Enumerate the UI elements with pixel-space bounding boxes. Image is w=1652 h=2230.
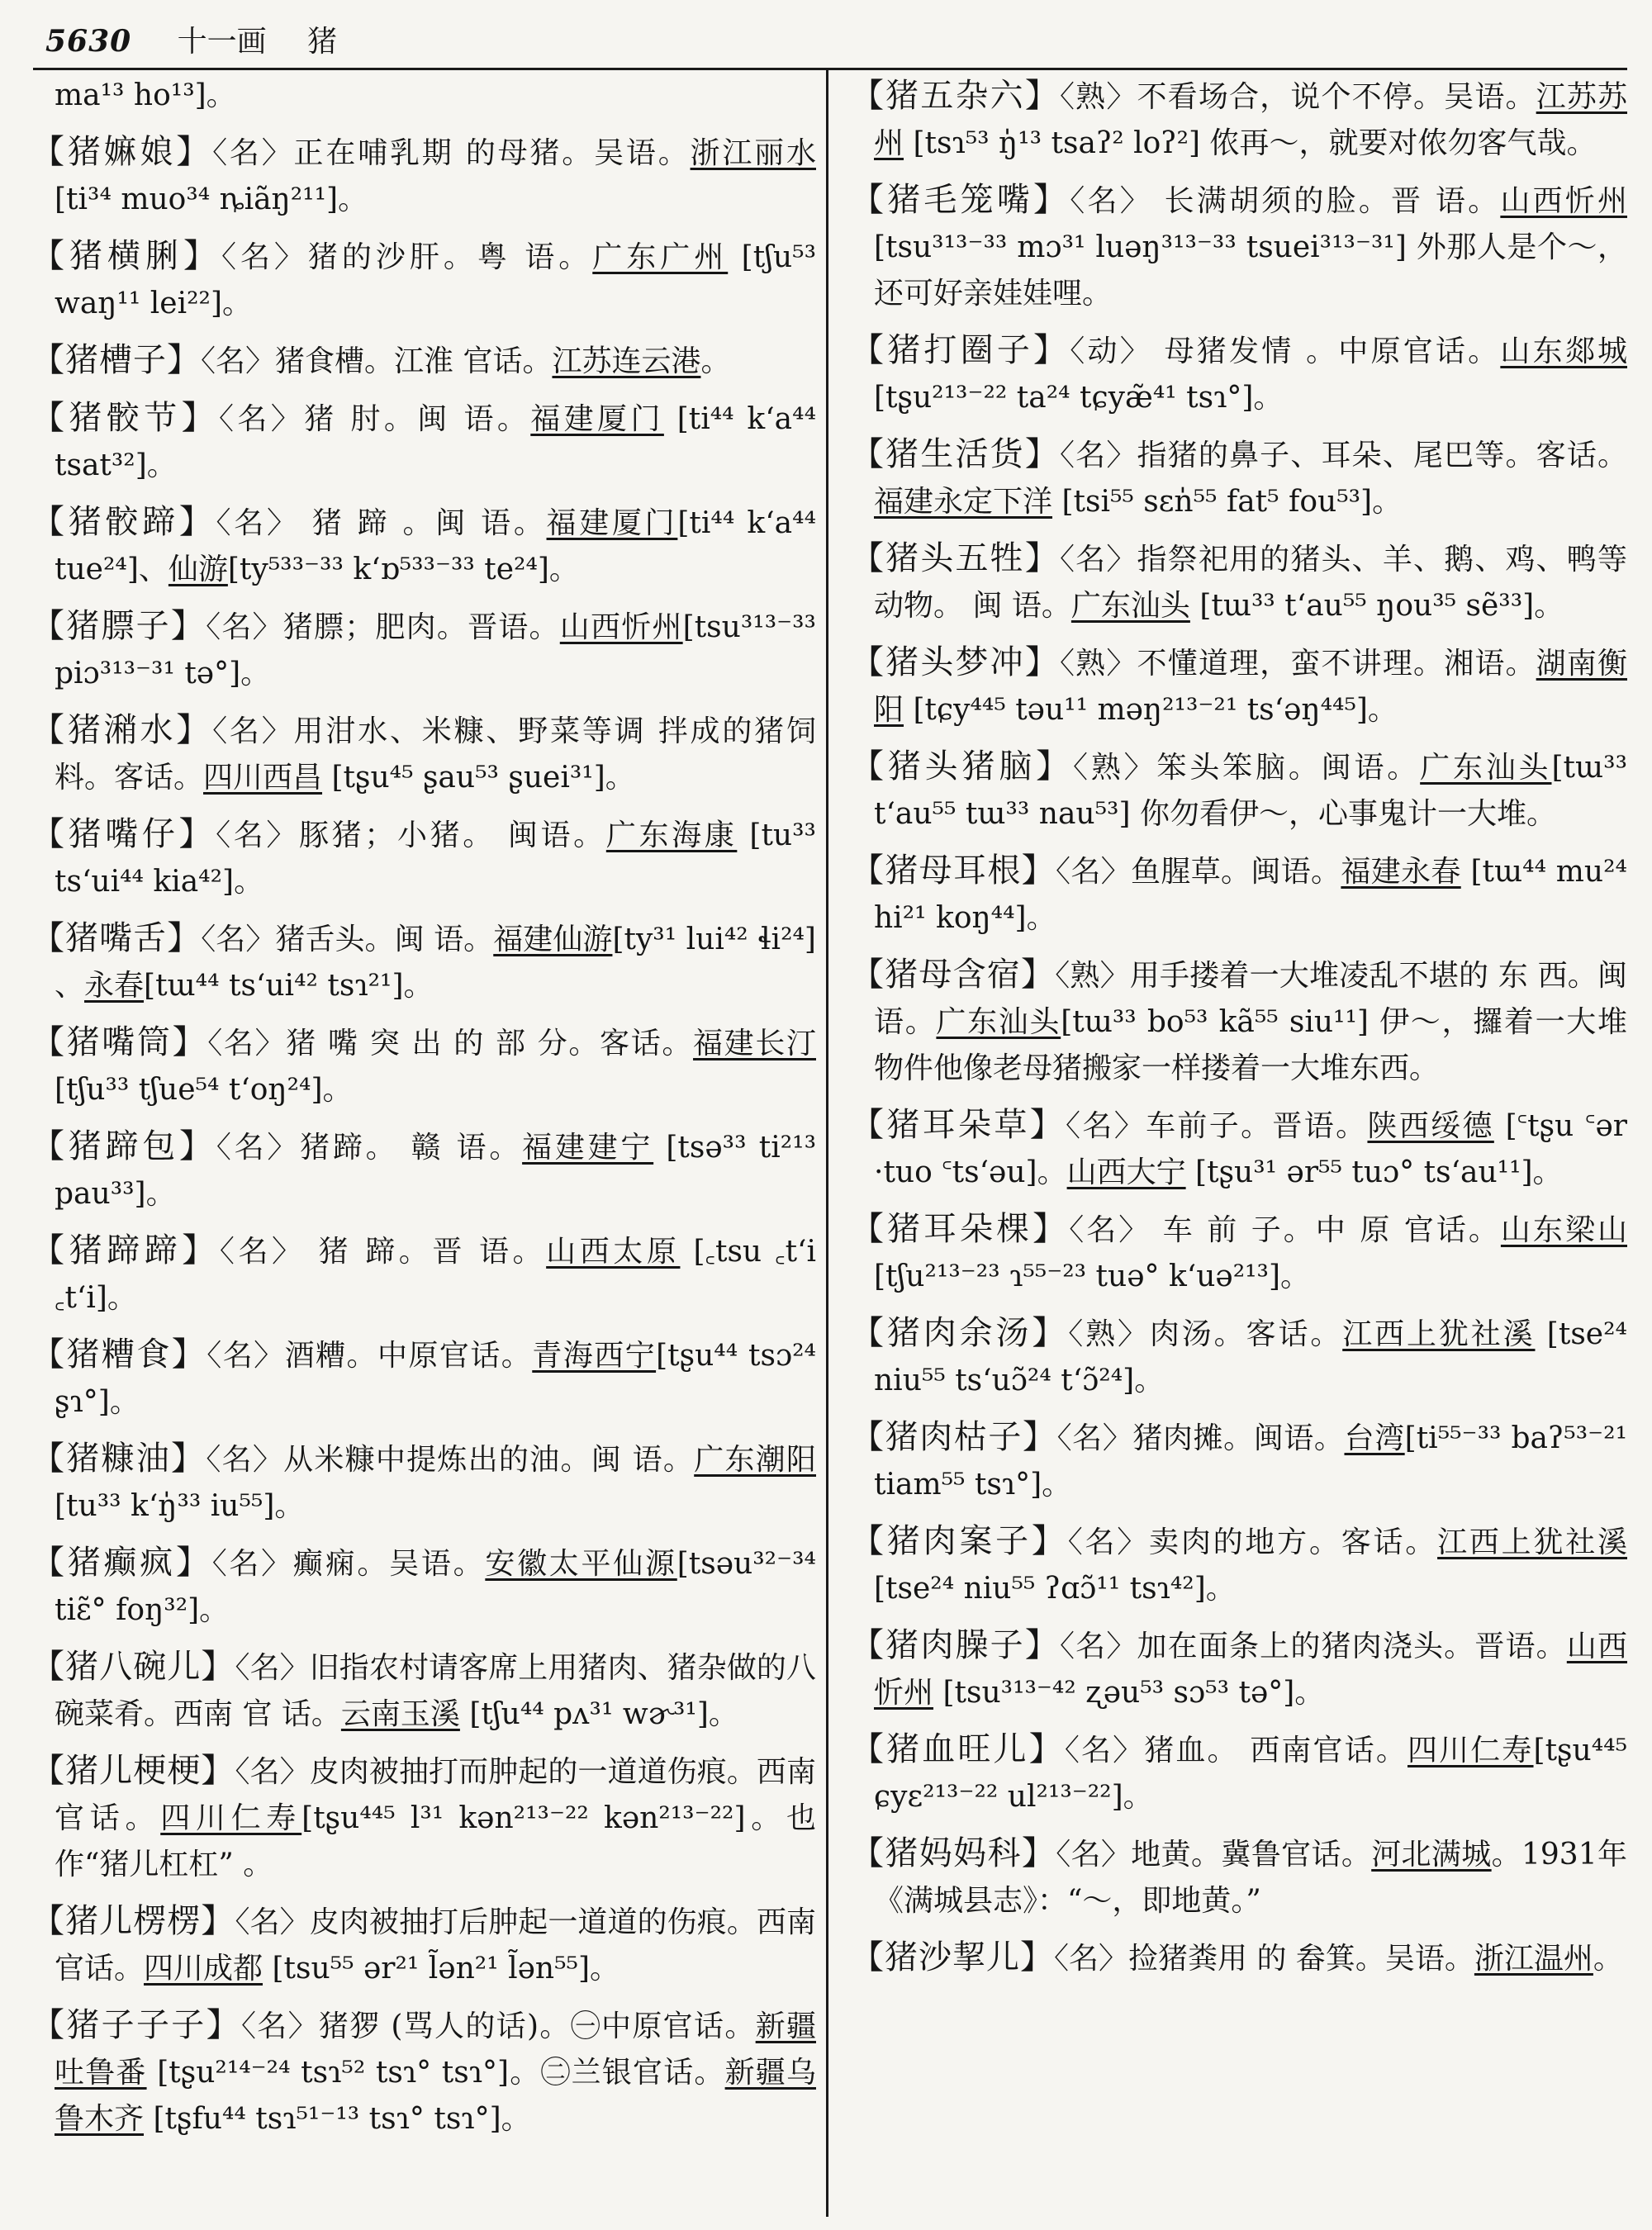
entry-definition: 〈熟〉用手搂着一大堆凌乱不堪的 东 西。闽语。 xyxy=(874,959,1628,1039)
entry-headword: 【猪肉臊子】 xyxy=(851,1626,1060,1664)
entry-pronunciation: 。 xyxy=(1593,1942,1623,1976)
entry-definition: 〈熟〉肉汤。客话。 xyxy=(1068,1317,1343,1351)
entry-pronunciation: [꜂tʂu ꜂ər ·tuo ꜂ts‘əu]。 xyxy=(874,1109,1627,1189)
dictionary-entry xyxy=(31,1227,816,1321)
entry-definition: 〈名〉加在面条上的猪肉浇头。晋语。 xyxy=(1060,1630,1567,1663)
entry-headword: 【猪嫲娘】 xyxy=(31,133,213,171)
entry-headword: 【猪耳朵草】 xyxy=(851,1106,1066,1144)
entry-location: 永春 xyxy=(84,969,145,1003)
entry-headword: 【猪嘴舌】 xyxy=(31,919,202,957)
entry-location: 新疆乌鲁木齐 xyxy=(55,2056,816,2136)
entry-headword: 【猪头猪脑】 xyxy=(851,747,1073,785)
entry-headword: 【猪槽子】 xyxy=(31,341,201,379)
dictionary-entry xyxy=(31,1019,816,1113)
dictionary-entry xyxy=(851,1934,1627,1982)
entry-location: 广东汕头 xyxy=(1070,589,1190,623)
entry-location: 安徽太平仙源 xyxy=(485,1547,677,1581)
entry-location: 江苏连云港 xyxy=(552,344,701,378)
dictionary-entry xyxy=(851,1726,1627,1820)
entry-pronunciation: [꜀tsu ꜀t‘i ꜀t‘i]。 xyxy=(55,1235,816,1315)
entry-definition: 〈名〉卖肉的地方。客话。 xyxy=(1067,1525,1438,1559)
left-column xyxy=(31,73,816,2152)
entry-definition: 〈名〉 车 前 子。中 原 官话。 xyxy=(1069,1213,1501,1247)
entry-location: 福建仙游 xyxy=(493,923,613,956)
entry-location: 台湾 xyxy=(1344,1421,1405,1455)
entry-pronunciation: [ti⁵⁵⁻³³ baʔ⁵³⁻²¹ tiam⁵⁵ tsɿ°]。 xyxy=(874,1421,1627,1502)
entry-location: 湖南衡阳 xyxy=(874,647,1627,727)
entry-pronunciation: [tu³³ ts‘ui⁴⁴ kia⁴²]。 xyxy=(55,818,816,899)
entry-headword: 【猪糟食】 xyxy=(31,1336,207,1374)
entry-definition: 〈名〉猪食槽。江淮 官话。 xyxy=(201,344,553,378)
dictionary-entry xyxy=(31,395,816,489)
entry-location: 江西上犹社溪 xyxy=(1342,1317,1536,1351)
entry-pronunciation: [ty³¹ lui⁴² ɬi²⁴] 、 xyxy=(55,923,816,1003)
dictionary-entry xyxy=(851,177,1627,317)
entry-headword: 【猪糠油】 xyxy=(31,1440,206,1478)
entry-pronunciation: [tɯ⁴⁴ mu²⁴ hi²¹ koŋ⁴⁴]。 xyxy=(874,855,1627,935)
entry-pronunciation: [ty⁵³³⁻³³ k‘ɒ⁵³³⁻³³ te²⁴]。 xyxy=(227,553,579,586)
dictionary-entry xyxy=(31,707,816,801)
entry-pronunciation: [tsɿ⁵³ ŋ̍¹³ tsaʔ² loʔ²] 侬再～，就要对侬勿客气哉。 xyxy=(904,126,1597,160)
entry-definition: 〈名〉 猪 蹄。晋 语。 xyxy=(219,1235,547,1269)
column-divider xyxy=(826,69,828,2217)
entry-definition: 〈名〉癫痫。吴语。 xyxy=(211,1547,486,1581)
entry-pronunciation: [tʂu⁴⁴⁵ ɕyɛ²¹³⁻²² ul²¹³⁻²²]。 xyxy=(874,1734,1627,1814)
entry-pronunciation: [tɯ³³ t‘au⁵⁵ tɯ³³ nau⁵³] 你勿看伊～，心事鬼计一大堆。 xyxy=(874,751,1627,831)
entry-definition: 〈名〉猪 嘴 突 出 的 部 分。客话。 xyxy=(207,1027,694,1060)
entry-pronunciation: [tʂfu⁴⁴ tsɿ⁵¹⁻¹³ tsɿ° tsɿ°]。 xyxy=(144,2102,531,2136)
dictionary-entry xyxy=(31,915,816,1009)
entry-location: 河北满城 xyxy=(1371,1838,1492,1872)
entry-definition: 〈名〉从米糠中提炼出的油。闽 语。 xyxy=(206,1443,695,1477)
entry-pronunciation: [tʂu⁴⁴⁵ l³¹ kən²¹³⁻²² kən²¹³⁻²²]。也作“猪儿杠杠” 。 xyxy=(55,1801,816,1881)
entry-location: 山东郯城 xyxy=(1500,334,1627,368)
entry-location: 新疆吐鲁番 xyxy=(55,2009,816,2090)
entry-location: 福建厦门 xyxy=(530,402,664,436)
entry-pronunciation: [tsəu³²⁻³⁴ tiɛ̃° foŋ³²]。 xyxy=(55,1547,816,1627)
dictionary-entry xyxy=(851,639,1627,733)
entry-headword: 【猪五杂六】 xyxy=(851,77,1060,115)
entry-definition: 〈名〉酒糟。中原官话。 xyxy=(206,1339,533,1373)
entry-location: 浙江温州 xyxy=(1474,1942,1593,1976)
page-header xyxy=(45,18,1631,64)
entry-definition: 〈名〉 长满胡须的脸。晋 语。 xyxy=(1070,184,1501,218)
entry-pronunciation: [tʂu⁴⁴ tsɔ²⁴ ʂɿ°]。 xyxy=(55,1339,816,1419)
entry-headword: 【猪嘴筒】 xyxy=(31,1023,208,1061)
entry-definition: 〈名〉用泔水、米糠、野菜等调 拌成的猪饲料。客话。 xyxy=(55,714,816,795)
page-number: 5630 xyxy=(45,24,132,59)
entry-pronunciation: [tʂu⁴⁵ ʂau⁵³ ʂuei³¹]。 xyxy=(322,761,635,795)
entry-pronunciation: [tɯ⁴⁴ ts‘ui⁴² tsɿ²¹]。 xyxy=(144,969,434,1003)
entry-pronunciation: [tsu⁵⁵ ər²¹ l̃ən²¹ l̃ən⁵⁵]。 xyxy=(263,1952,620,1986)
entry-definition: 〈名〉豚猪；小猪。 闽语。 xyxy=(216,818,606,852)
entry-location: 陕西绥德 xyxy=(1367,1109,1494,1143)
entry-location: 四川仁寿 xyxy=(1407,1734,1534,1767)
entry-location: 江西上犹社溪 xyxy=(1437,1525,1627,1559)
entry-headword: 【猪膘子】 xyxy=(31,607,206,645)
entry-location: 山西大宁 xyxy=(1066,1155,1186,1189)
dictionary-entry xyxy=(31,129,816,223)
dictionary-entry xyxy=(851,535,1627,629)
header-rule xyxy=(33,68,1627,70)
entry-definition: 〈名〉 猪 蹄 。闽 语。 xyxy=(216,506,547,540)
dictionary-entry xyxy=(851,1518,1627,1612)
entry-headword: 【猪癫疯】 xyxy=(31,1544,212,1582)
dictionary-entry xyxy=(851,1310,1627,1404)
dictionary-entry xyxy=(31,1435,816,1530)
entry-pronunciation: [tsi⁵⁵ sɛn̍⁵⁵ fat⁵ fou⁵³]。 xyxy=(1052,485,1403,519)
entry-pronunciation: [tɯ³³ t‘au⁵⁵ ŋou³⁵ sẽ³³]。 xyxy=(1189,589,1564,623)
entry-location: 广东广州 xyxy=(592,240,729,274)
entry-definition: 〈名〉捡猪粪用 的 畚箕。吴语。 xyxy=(1054,1942,1474,1976)
entry-headword: 【猪生活货】 xyxy=(851,435,1060,473)
dictionary-entry xyxy=(851,1206,1627,1300)
entry-location: 广东汕头 xyxy=(936,1005,1061,1039)
entry-pronunciation: [tʃu⁵³ waŋ¹¹ lei²²]。 xyxy=(55,240,817,320)
entry-continuation: ma¹³ ho¹³]。 xyxy=(55,78,236,112)
entry-headword: 【猪子子子】 xyxy=(31,2006,241,2044)
entry-definition: 〈名〉指祭祀用的猪头、羊、鹅、鸡、鸭等动物。 闽 语。 xyxy=(874,543,1627,623)
entry-pronunciation: [tʃu³³ tʃue⁵⁴ t‘oŋ²⁴]。 xyxy=(55,1073,353,1107)
entry-location: 广东汕头 xyxy=(1420,751,1552,785)
entry-headword: 【猪嘴仔】 xyxy=(31,815,216,853)
entry-headword: 【猪八碗儿】 xyxy=(31,1648,235,1686)
entry-headword: 【猪肉案子】 xyxy=(851,1522,1068,1560)
entry-pronunciation: [tʃu²¹³⁻²³ ɿ⁵⁵⁻²³ tuə° k‘uə²¹³]。 xyxy=(874,1260,1311,1293)
dictionary-entry xyxy=(31,73,816,119)
entry-location: 云南玉溪 xyxy=(340,1697,460,1731)
entry-definition: 〈名〉猪猡 (骂人的话)。㊀中原官话。 xyxy=(240,2009,756,2043)
entry-definition: 〈名〉旧指农村请客席上用猪肉、猪杂做的八碗菜肴。西南 官 话。 xyxy=(55,1651,816,1731)
entry-definition: 〈名〉猪血。 西南官话。 xyxy=(1064,1734,1408,1767)
entry-definition: 〈名〉猪膘；肥肉。晋语。 xyxy=(206,610,560,644)
entry-headword: 【猪血旺儿】 xyxy=(851,1730,1065,1768)
entry-location: 福建永定下洋 xyxy=(874,485,1053,519)
entry-location: 青海西宁 xyxy=(532,1339,657,1373)
entry-headword: 【猪儿楞楞】 xyxy=(31,1902,235,1940)
dictionary-entry xyxy=(851,847,1627,942)
entry-pronunciation: 。 xyxy=(700,344,731,378)
entry-definition: 〈名〉猪蹄。 赣 语。 xyxy=(216,1131,523,1165)
dictionary-entry xyxy=(851,743,1627,837)
dictionary-entry xyxy=(31,1331,816,1426)
entry-headword: 【猪儿梗梗】 xyxy=(31,1752,235,1790)
entry-definition: 〈动〉 母猪发情 。中原官话。 xyxy=(1070,334,1501,368)
entry-headword: 【猪毛笼嘴】 xyxy=(851,181,1070,219)
entry-definition: 〈名〉皮肉被抽打而肿起的一道道伤痕。西南官话。 xyxy=(55,1755,816,1835)
dictionary-entry xyxy=(31,1748,816,1888)
entry-location: 山西太原 xyxy=(546,1235,681,1269)
entry-pronunciation: [tse²⁴ niu⁵⁵ ts‘uɔ̃²⁴ t‘ɔ̃²⁴]。 xyxy=(874,1317,1627,1397)
entry-headword: 【猪肉枯子】 xyxy=(851,1418,1057,1456)
dictionary-entry xyxy=(31,1898,816,1992)
dictionary-entry xyxy=(851,951,1627,1092)
entry-definition: 〈名〉鱼腥草。闽语。 xyxy=(1056,855,1341,889)
entry-definition: 〈名〉车前子。晋语。 xyxy=(1066,1109,1368,1143)
entry-headword: 【猪妈妈科】 xyxy=(851,1834,1056,1872)
right-column xyxy=(851,73,1627,1992)
entry-location: 福建建宁 xyxy=(522,1131,654,1165)
dictionary-entry xyxy=(851,1102,1627,1196)
entry-location: 四川西昌 xyxy=(203,761,323,795)
entry-pronunciation: [tʃu⁴⁴ pʌ³¹ wɚ³¹]。 xyxy=(459,1697,738,1731)
dictionary-entry xyxy=(31,811,816,905)
entry-pronunciation: [tu³³ k‘ŋ̍³³ iu⁵⁵]。 xyxy=(55,1489,305,1523)
entry-pronunciation: [tsu³¹³⁻³³ mɔ³¹ luəŋ³¹³⁻³³ tsuei³¹³⁻³¹] 外那人是个～，还可好亲娃娃哩。 xyxy=(874,230,1627,311)
entry-headword: 【猪打圈子】 xyxy=(851,331,1070,369)
entry-pronunciation: [tsu³¹³⁻⁴² ʐəu⁵³ sɔ⁵³ tə°]。 xyxy=(933,1676,1325,1710)
entry-pronunciation: [tse²⁴ niu⁵⁵ ʔɑɔ̃¹¹ tsɿ⁴²]。 xyxy=(874,1572,1236,1606)
entry-location: 仙游 xyxy=(168,553,228,586)
entry-pronunciation: [tʂu²¹⁴⁻²⁴ tsɿ⁵² tsɿ° tsɿ°]。㊁兰银官话。 xyxy=(146,2056,725,2090)
dictionary-entry xyxy=(851,1830,1627,1924)
entry-headword: 【猪头梦冲】 xyxy=(851,643,1060,681)
dictionary-entry xyxy=(851,1414,1627,1508)
entry-pronunciation: [tʂu²¹³⁻²² ta²⁴ tɕyæ̃⁴¹ tsɿ°]。 xyxy=(874,381,1284,415)
dictionary-entry xyxy=(851,1622,1627,1716)
entry-pronunciation: [tɕy⁴⁴⁵ təu¹¹ məŋ²¹³⁻²¹ ts‘əŋ⁴⁴⁵]。 xyxy=(904,693,1398,727)
entry-location: 山西忻州 xyxy=(1500,184,1627,218)
entry-pronunciation: [tsu³¹³⁻³³ piɔ³¹³⁻³¹ tə°]。 xyxy=(55,610,816,690)
entry-definition: 〈熟〉不看场合，说个不停。吴语。 xyxy=(1060,80,1536,114)
entry-pronunciation: [ti³⁴ muo³⁴ ȵiãŋ²¹¹]。 xyxy=(55,183,368,216)
entry-location: 四川成都 xyxy=(144,1952,263,1986)
entry-pronunciation: [ti⁴⁴ k‘a⁴⁴ tue²⁴]、 xyxy=(55,506,816,586)
entry-headword: 【猪蹄蹄】 xyxy=(31,1231,220,1269)
entry-location: 山西忻州 xyxy=(874,1630,1627,1710)
dictionary-entry xyxy=(31,1644,816,1738)
dictionary-entry xyxy=(31,233,816,327)
entry-definition: 〈名〉猪肉摊。闽语。 xyxy=(1056,1421,1345,1455)
dictionary-entry xyxy=(851,327,1627,421)
entry-headword: 【猪母耳根】 xyxy=(851,852,1056,890)
entry-pronunciation: [tʂu³¹ ər⁵⁵ tuɔ° ts‘au¹¹]。 xyxy=(1185,1155,1563,1189)
entry-definition: 〈名〉正在哺乳期 的母猪。吴语。 xyxy=(212,136,691,170)
entry-headword: 【猪骹节】 xyxy=(31,399,219,437)
entry-pronunciation: [ti⁴⁴ k‘a⁴⁴ tsat³²]。 xyxy=(55,402,817,482)
entry-headword: 【猪沙挈儿】 xyxy=(851,1938,1054,1976)
entry-definition: 〈名〉皮肉被抽打后肿起一道道的伤痕。西南官话。 xyxy=(55,1905,816,1986)
entry-headword: 【猪母含宿】 xyxy=(851,956,1056,994)
entry-headword: 【猪肉余汤】 xyxy=(851,1314,1069,1352)
entry-definition: 〈名〉猪的沙肝。粤 语。 xyxy=(221,240,593,274)
dictionary-entry xyxy=(31,499,816,593)
entry-definition: 〈名〉地黄。冀鲁官话。 xyxy=(1056,1838,1372,1872)
entry-definition: 〈熟〉不懂道理，蛮不讲理。湘语。 xyxy=(1060,647,1536,681)
entry-location: 山东梁山 xyxy=(1500,1213,1627,1247)
entry-location: 山西忻州 xyxy=(559,610,683,644)
entry-location: 福建长汀 xyxy=(693,1027,816,1060)
entry-definition: 〈名〉猪 肘。闽 语。 xyxy=(219,402,531,436)
head-character: 猪 xyxy=(307,25,338,59)
dictionary-entry xyxy=(851,431,1627,525)
entry-headword: 【猪骹蹄】 xyxy=(31,503,216,541)
entry-pronunciation: [tsə³³ ti²¹³ pau³³]。 xyxy=(55,1131,816,1211)
dictionary-entry xyxy=(31,1540,816,1634)
entry-headword: 【猪耳朵棵】 xyxy=(851,1210,1070,1248)
entry-location: 广东海康 xyxy=(605,818,738,852)
entry-location: 四川仁寿 xyxy=(160,1801,302,1835)
entry-definition: 〈熟〉笨头笨脑。闽语。 xyxy=(1073,751,1421,785)
entry-definition: 〈名〉猪舌头。闽 语。 xyxy=(201,923,494,956)
entry-headword: 【猪横脷】 xyxy=(31,237,221,275)
dictionary-entry xyxy=(851,73,1627,167)
entry-headword: 【猪头五牲】 xyxy=(851,539,1060,577)
entry-location: 福建厦门 xyxy=(546,506,678,540)
dictionary-entry xyxy=(31,337,816,385)
stroke-count: 十一画 xyxy=(177,25,267,59)
entry-headword: 【猪潲水】 xyxy=(31,711,213,749)
entry-pronunciation: 。1931年《满城县志》：“～，即地黄。” xyxy=(874,1838,1627,1918)
dictionary-entry xyxy=(31,1123,816,1217)
entry-headword: 【猪蹄包】 xyxy=(31,1127,216,1165)
entry-pronunciation: [tɯ³³ bo⁵³ kã⁵⁵ siu¹¹] 伊～，攞着一大堆物件他像老母猪搬家一样搂着一大堆东西。 xyxy=(874,1005,1627,1085)
dictionary-entry xyxy=(31,2002,816,2142)
entry-location: 浙江丽水 xyxy=(690,136,816,170)
entry-location: 广东潮阳 xyxy=(694,1443,816,1477)
entry-location: 福建永春 xyxy=(1341,855,1461,889)
entry-definition: 〈名〉指猪的鼻子、耳朵、尾巴等。客话。 xyxy=(1060,439,1627,472)
entry-location: 江苏苏州 xyxy=(874,80,1627,160)
dictionary-entry xyxy=(31,603,816,697)
